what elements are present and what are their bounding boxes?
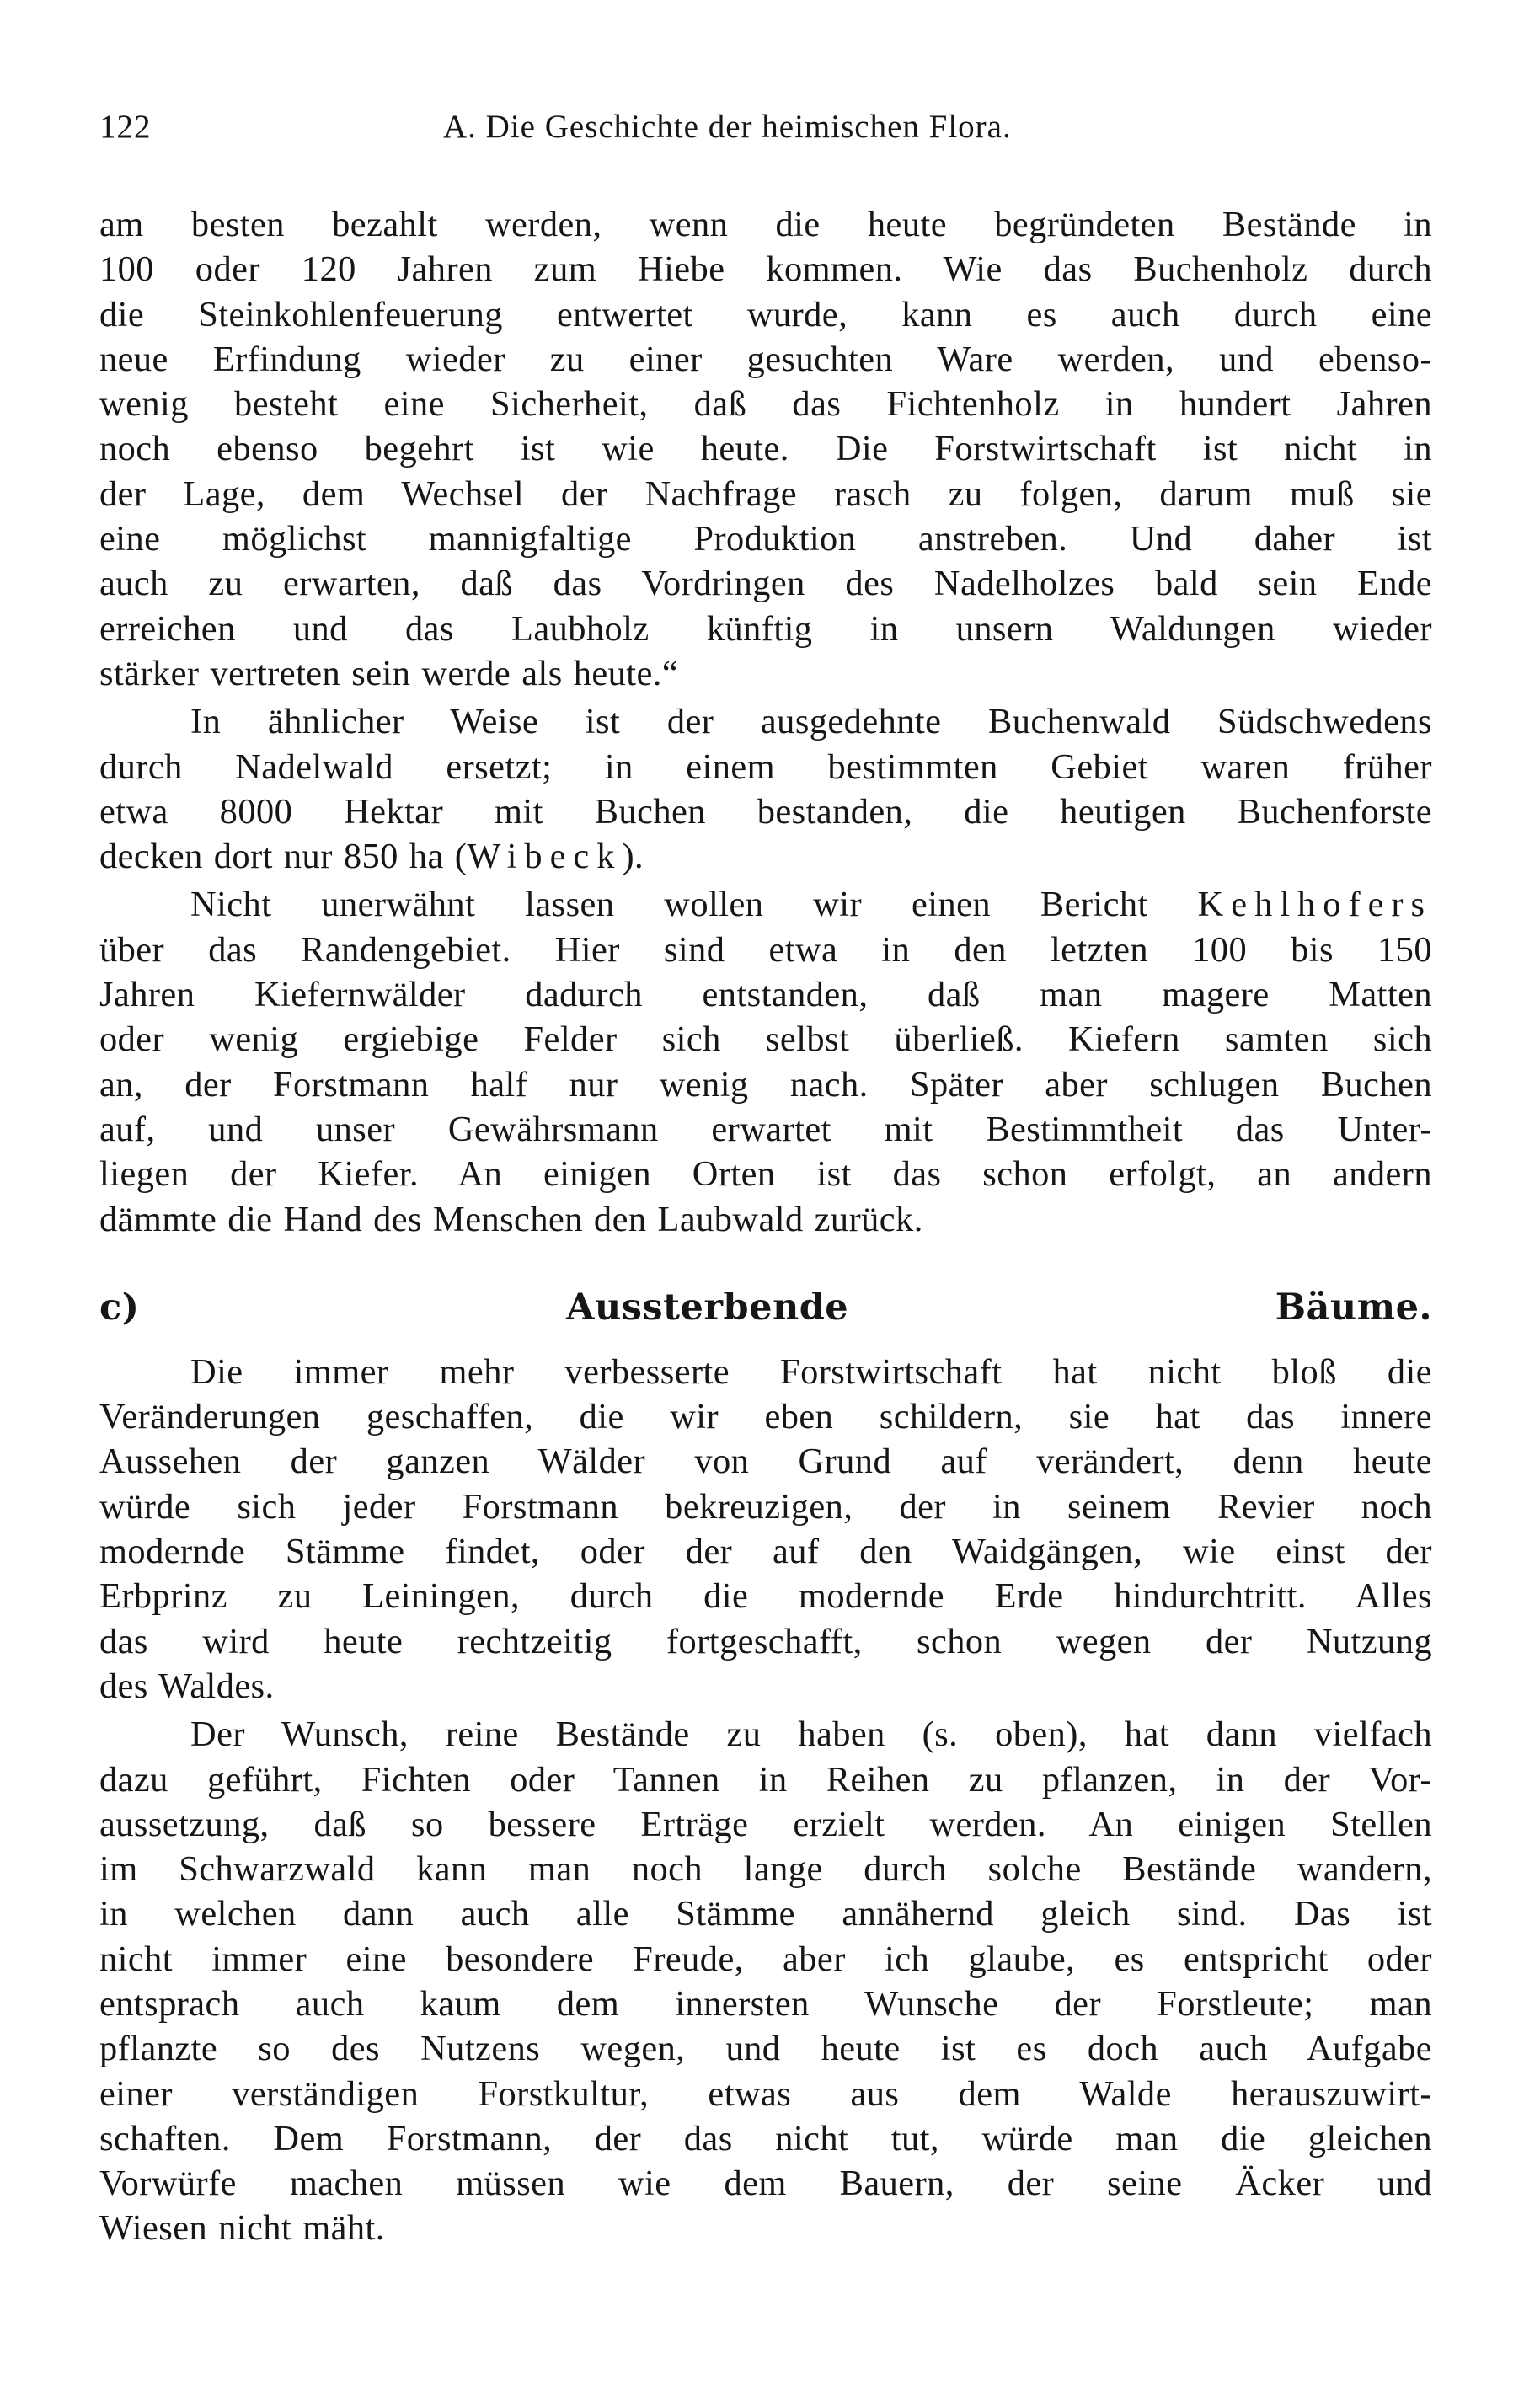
text-line: Veränderungen geschaffen, die wir eben schildern, sie hat das innere: [99, 1397, 1432, 1437]
text-line: etwa 8000 Hektar mit Buchen bestanden, die heutigen Buchenforste: [99, 791, 1432, 832]
cited-author-name: Wibeck: [467, 837, 623, 877]
text-line: Erbprinz zu Leiningen, durch die modernde Erde hindurchtritt. Alles: [99, 1576, 1432, 1617]
text-fragment: Nicht unerwähnt lassen wollen wir einen Bericht: [190, 885, 1198, 925]
text-line: eine möglichst mannigfaltige Produktion anstreben. Und daher ist: [99, 519, 1432, 559]
text-line: erreichen und das Laubholz künftig in unsern Waldungen wieder: [99, 608, 1432, 649]
text-line: würde sich jeder Forstmann bekreuzigen, der in seinem Revier noch: [99, 1486, 1432, 1527]
page-header: [99, 94, 1432, 145]
section-heading: c) Aussterbende Bäume.: [99, 1286, 1432, 1329]
text-line: nicht immer eine besondere Freude, aber ich glaube, es entspricht oder: [99, 1939, 1432, 1979]
text-line: in welchen dann auch alle Stämme annähernd gleich sind. Das ist: [99, 1894, 1432, 1934]
text-line: pflanzte so des Nutzens wegen, und heute ist es doch auch Aufgabe: [99, 2029, 1432, 2069]
text-line: einer verständigen Forstkultur, etwas aus dem Walde herauszuwirt-: [99, 2073, 1432, 2114]
text-line: Wiesen nicht mäht.: [99, 2208, 385, 2249]
text-line: auch zu erwarten, daß das Vordringen des Nadelholzes bald sein Ende: [99, 564, 1432, 604]
text-line: entsprach auch kaum dem innersten Wunsche der Forstleute; man: [99, 1983, 1432, 2024]
text-line: [99, 834, 1432, 879]
text-line: an, der Forstmann half nur wenig nach. Später aber schlugen Buchen: [99, 1064, 1432, 1105]
text-line: des Waldes.: [99, 1666, 275, 1706]
text-line: stärker vertreten sein werde als heute.“: [99, 653, 679, 693]
text-line: die Steinkohlenfeuerung entwertet wurde, kann es auch durch eine: [99, 294, 1432, 334]
text-line: Vorwürfe machen müssen wie dem Bauern, der seine Äcker und: [99, 2164, 1432, 2204]
text-line: über das Randengebiet. Hier sind etwa in den letzten 100 bis 150: [99, 929, 1432, 970]
book-page: [99, 94, 1432, 2251]
text-line: dämmte die Hand des Menschen den Laubwald zurück.: [99, 1199, 923, 1239]
paragraph-2: [99, 699, 1432, 879]
paragraph-5: [99, 1712, 1432, 2251]
text-line: oder wenig ergiebige Felder sich selbst überließ. Kiefern samten sich: [99, 1019, 1432, 1060]
paragraph-3: [99, 882, 1432, 1241]
text-line: der Lage, dem Wechsel der Nachfrage rasch zu folgen, darum muß sie: [99, 473, 1432, 514]
text-line: Aussehen der ganzen Wälder von Grund auf verändert, denn heute: [99, 1442, 1432, 1482]
text-fragment: ).: [622, 837, 644, 877]
text-line: wenig besteht eine Sicherheit, daß das Fichtenholz in hundert Jahren: [99, 384, 1432, 425]
text-line: 100 oder 120 Jahren zum Hiebe kommen. Wie das Buchenholz durch: [99, 249, 1432, 290]
text-line: noch ebenso begehrt ist wie heute. Die Forstwirtschaft ist nicht in: [99, 429, 1432, 469]
body-text: [99, 202, 1432, 2251]
text-line: aussetzung, daß so bessere Erträge erzielt werden. An einigen Stellen: [99, 1804, 1432, 1844]
text-line: das wird heute rechtzeitig fortgeschafft, schon wegen der Nutzung: [99, 1621, 1432, 1661]
page-number: 122: [99, 109, 152, 145]
text-line: am besten bezahlt werden, wenn die heute begründeten Bestände in: [99, 205, 1432, 244]
text-line: liegen der Kiefer. An einigen Orten ist das schon erfolgt, an andern: [99, 1154, 1432, 1195]
text-line: schaften. Dem Forstmann, der das nicht tut, würde man die gleichen: [99, 2118, 1432, 2158]
text-fragment: decken dort nur 850 ha (: [99, 837, 468, 877]
paragraph-4: [99, 1350, 1432, 1709]
text-line: auf, und unser Gewährsmann erwartet mit Bestimmtheit das Unter-: [99, 1109, 1432, 1149]
text-line: dazu geführt, Fichten oder Tannen in Reihen zu pflanzen, in der Vor-: [99, 1759, 1432, 1800]
text-line: im Schwarzwald kann man noch lange durch solche Bestände wandern,: [99, 1849, 1432, 1890]
text-line: modernde Stämme findet, oder der auf den Waidgängen, wie einst der: [99, 1532, 1432, 1572]
paragraph-1: [99, 202, 1432, 696]
text-line: Die immer mehr verbesserte Forstwirtschaft hat nicht bloß die: [190, 1351, 1432, 1392]
running-head: A. Die Geschichte der heimischen Flora.: [443, 109, 1012, 145]
text-line: [99, 882, 1432, 927]
text-line: neue Erfindung wieder zu einer gesuchten Ware werden, und ebenso-: [99, 339, 1432, 379]
text-line: durch Nadelwald ersetzt; in einem bestimmten Gebiet waren früher: [99, 746, 1432, 787]
cited-author-name: Kehlhofers: [1197, 885, 1432, 925]
text-line: Der Wunsch, reine Bestände zu haben (s. oben), hat dann vielfach: [190, 1714, 1432, 1755]
text-line: Jahren Kiefernwälder dadurch entstanden, daß man magere Matten: [99, 975, 1432, 1015]
text-line: In ähnlicher Weise ist der ausgedehnte Buchenwald Südschwedens: [190, 702, 1432, 742]
